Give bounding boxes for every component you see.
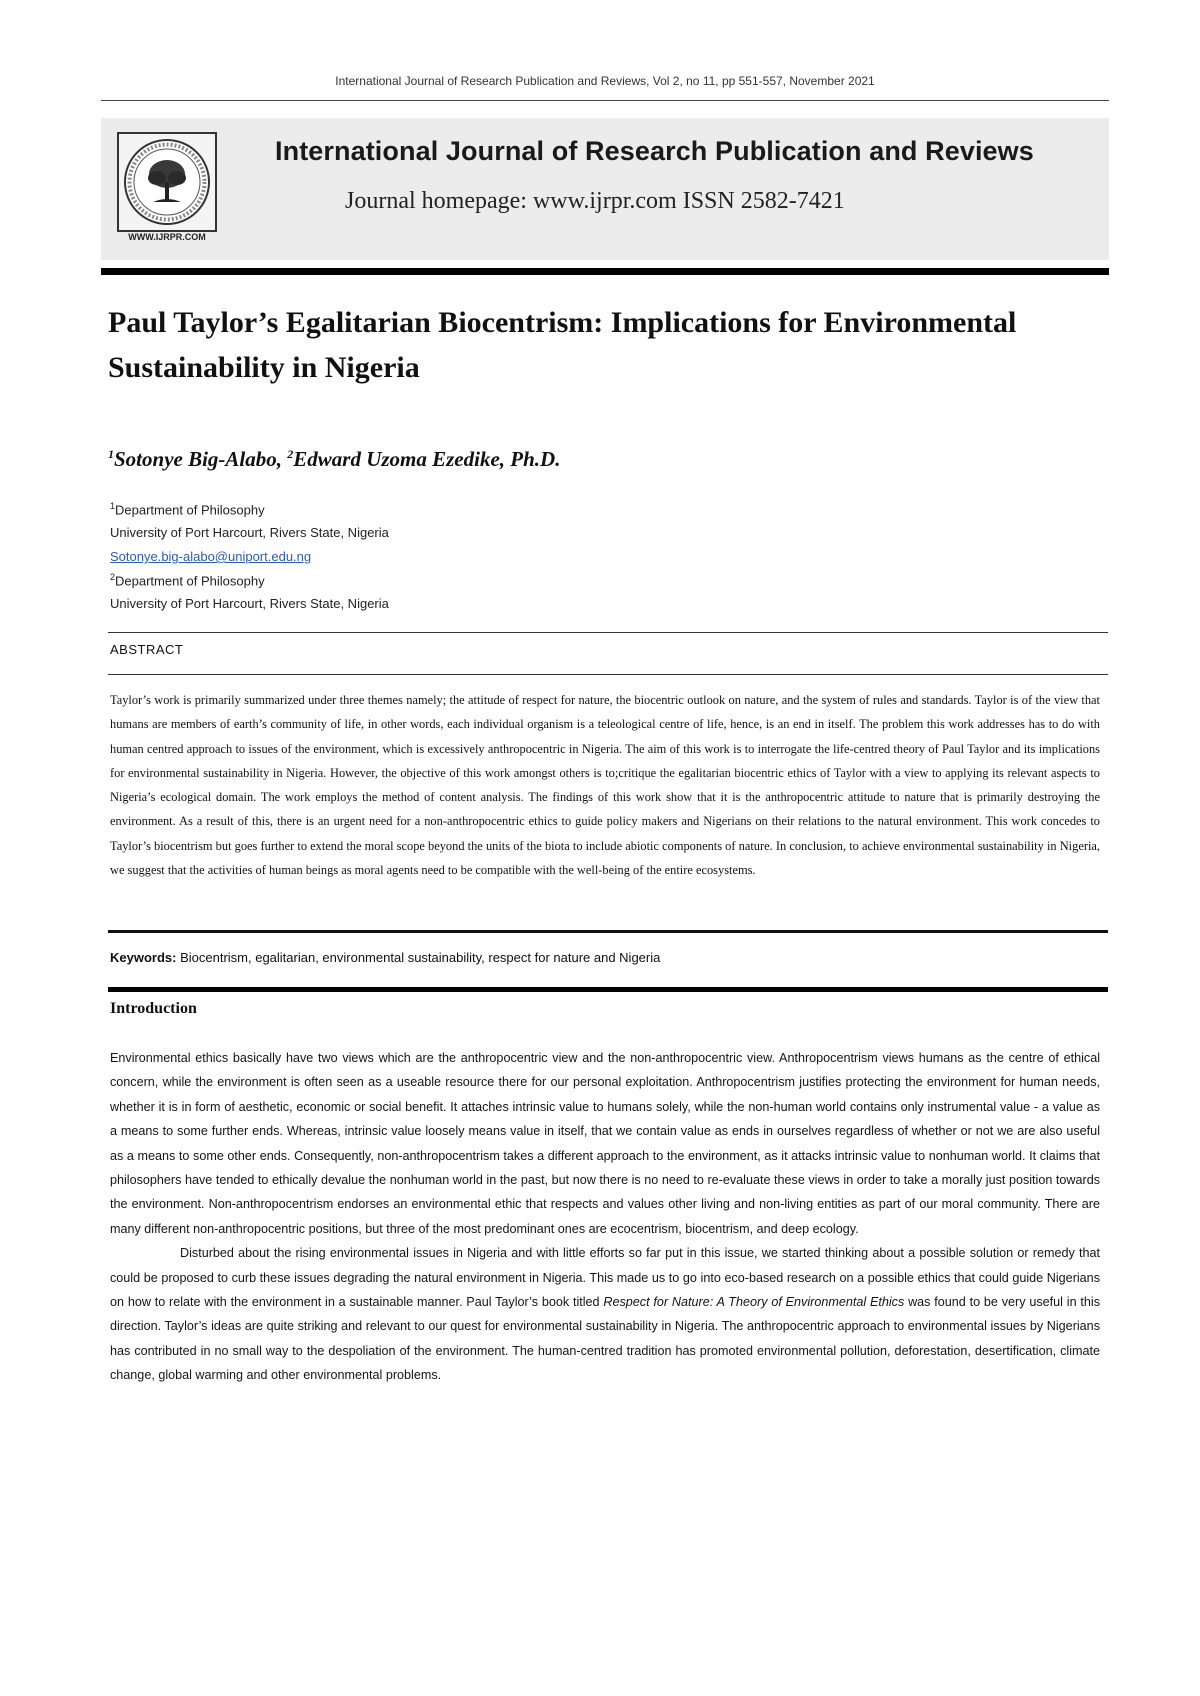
journal-masthead [101,118,1109,260]
introduction-heading: Introduction [110,1000,197,1017]
affiliation-1-department [110,501,265,517]
paragraph-2-text-b: was found to be very useful in this direction. Taylor’s ideas are quite striking and relevant to our quest for environmental sustainability in Nigeria. The anthropocentric approach to environmental issues by Nigerians has contributed in no small way to the despoliation of the environment. The human-centred tradition has promoted environmental pollution, deforestation, desertification, climate change, global warming and other environmental problems. [110,1295,1100,1383]
article-title-line-2: Sustainability in Nigeria [108,351,420,384]
keywords-bottom-rule [108,987,1108,992]
affiliation-2-dept-text: Department of Philosophy [115,573,265,589]
keywords [110,950,660,965]
journal-homepage: Journal homepage: www.ijrpr.com ISSN 2582-7421 [345,188,845,214]
introduction-paragraph-2 [110,1241,1100,1387]
article-title-line-1: Paul Taylor’s Egalitarian Biocentrism: Implications for Environmental [108,306,1017,339]
abstract-label-rule [108,674,1108,675]
affiliation-1-dept-text: Department of Philosophy [115,502,265,518]
introduction-body [110,1046,1100,1388]
author-1-superscript: 1 [108,447,114,461]
abstract-bottom-rule [108,930,1108,933]
affiliation-2-department [110,572,265,588]
abstract-label: ABSTRACT [110,642,184,657]
keywords-text: Biocentrism, egalitarian, environmental sustainability, respect for nature and Nigeria [176,950,661,965]
introduction-paragraph-1: Environmental ethics basically have two views which are the anthropocentric view and the non-anthropocentric view. Anthropocentrism views humans as the centre of ethical concern, while the environment is often seen as a useable resource there for our personal exploitation. Anthropocentrism justifies protecting the environment for human needs, whether it is in form of aesthetic, economic or social benefit. It attaches intrinsic value to humans solely, while the non-human world contains only instrumental value - a value as a means to some further ends. Whereas, intrinsic value loosely means value in itself, that we contain value as ends in ourselves regardless of whether or not we are also useful as a means to some other ends. Consequently, non-anthropocentrism takes a different approach to the environment, as it attacks intrinsic value to nonhuman world. It claims that philosophers have tended to ethically devalue the nonhuman world in the past, but now there is no need to re-evaluate these views in order to take a morally just position towards the environment. Non-anthropocentrism endorses an environmental ethic that respects and values other living and non-living entities as part of our moral community. There are many different non-anthropocentric positions, but three of the most predominant ones are ecocentrism, biocentrism, and deep ecology. [110,1051,1100,1236]
book-title: Respect for Nature: A Theory of Environmental Ethics [603,1295,905,1310]
abstract-text: Taylor’s work is primarily summarized under three themes namely; the attitude of respect for nature, the biocentric outlook on nature, and the system of rules and standards. Taylor is of the view that humans are members of earth’s community of life, in other words, each individual organism is a teleological centre of life, hence, is an end in itself. The problem this work addresses has to do with human centred approach to issues of the environment, which is excessively anthropocentric in Nigeria. The aim of this work is to interrogate the life-centred theory of Paul Taylor and its implications for environmental sustainability in Nigeria. However, the objective of this work amongst others is to;critique the egalitarian biocentric ethics of Taylor with a view to applying its relevant aspects to Nigeria’s ecological domain. The work employs the method of content analysis. The findings of this work show that it is the anthropocentric attitude to nature that is primarily destroying the environment. As a result of this, there is an urgent need for a non-anthropocentric ethics to guide policy makers and Nigerians on their relations to the natural environment. This work concedes to Taylor’s biocentrism but goes further to extend the moral scope beyond the units of the biota to include abiotic components of nature. In conclusion, to achieve environmental sustainability in Nigeria, we suggest that the activities of human beings as moral agents need to be compatible with the well-being of the entire ecosystems. [110,693,1100,878]
journal-logo [117,132,217,248]
journal-name: International Journal of Research Publication and Reviews [275,136,1034,166]
article-title [108,300,1108,390]
header-rule [101,100,1109,101]
logo-caption: WWW.IJRPR.COM [128,232,206,242]
keywords-label: Keywords: [110,950,177,965]
affiliation-1-superscript: 1 [110,501,116,511]
affiliation-2-superscript: 2 [110,572,116,582]
author-2-superscript: 2 [287,447,294,461]
author-email-link[interactable]: Sotonye.big-alabo@uniport.edu.ng [110,549,312,564]
affiliation-2-university: University of Port Harcourt, Rivers State, Nigeria [110,596,389,611]
paragraph-2-text-a: Disturbed about the rising environmental issues in Nigeria and with little efforts so far put in this issue, we started thinking about a possible solution or remedy that could be proposed to curb these issues degrading the natural environment in Nigeria. This made us to go into eco-based research on a possible ethics that could guide Nigerians on how to relate with the environment in a sustainable manner. Paul Taylor’s book titled [110,1246,1100,1310]
author-2: Edward Uzoma Ezedike, Ph.D. [293,447,561,471]
affiliation-1-email-row [110,549,311,564]
abstract-top-rule [108,632,1108,633]
running-header: International Journal of Research Publication and Reviews, Vol 2, no 11, pp 551-557, November 2021 [335,74,875,88]
author-list [108,447,560,472]
masthead-divider [101,268,1109,275]
tree-seal-icon [117,132,217,232]
affiliation-1-university: University of Port Harcourt, Rivers State, Nigeria [110,525,389,540]
author-1: Sotonye Big-Alabo, [114,447,288,471]
